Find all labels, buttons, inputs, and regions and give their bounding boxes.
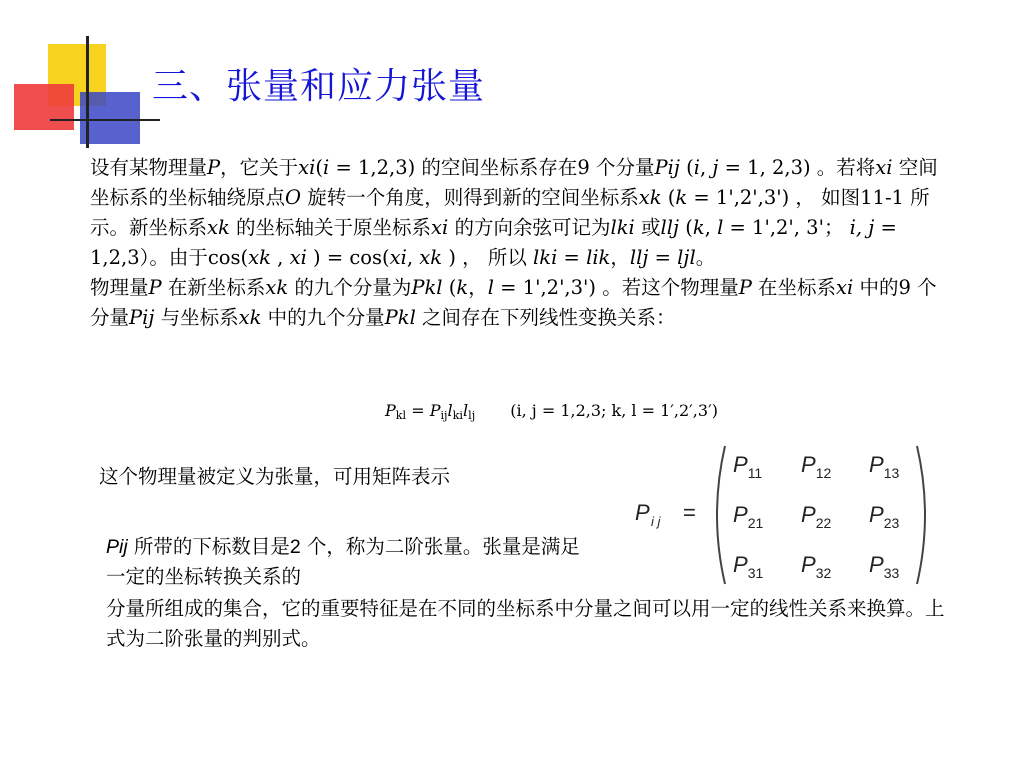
slide-title: 三、张量和应力张量	[152, 66, 486, 107]
paragraph-matrix-intro: 这个物理量被定义为张量，可用矩阵表示	[99, 465, 451, 488]
decoration-red-square	[14, 84, 74, 130]
decoration-horizontal-line	[50, 119, 160, 121]
matrix-lhs: P	[635, 500, 650, 525]
matrix-cell: $P_{13}$	[869, 452, 900, 481]
matrix-cell: $P_{12}$	[801, 452, 832, 481]
decoration-vertical-line	[86, 36, 89, 148]
matrix-eq: =	[683, 500, 696, 525]
paragraph-definition: 设有某物理量P，它关于xi(i = 1,2,3) 的空间坐标系存在9 个分量Pij (i, j = 1, 2,3) 。若将xi 空间坐标系的坐标轴绕原点O 旋转一个角度，则得到新的空间坐标系xk (k = 1',2',3') ， 如图11-1 所示。新坐标系xk 的坐标轴关于原坐标系xi 的方向余弦可记为lki 或llj (k, l = 1',2', 3'； i, j = 1,2,3）。由于cos(xk , xi ) = cos(xi, xk ) ， 所以 lki = lik，llj = ljl。 物理量P 在新坐标系xk 的九个分量为Pkl (k，l = 1',2',3') 。若这个物理量P 在坐标系xi 中的9 个分量Pij 与坐标系xk 中的九个分量Pkl 之间存在下列线性变换关系：	[90, 156, 938, 329]
matrix-left-bracket	[717, 446, 725, 584]
matrix-cell: $P_{21}$	[733, 502, 764, 531]
matrix-cell: $P_{31}$	[733, 552, 764, 581]
paragraph-second-order-a: Pij 所带的下标数目是2 个，称为二阶张量。张量是满足一定的坐标转换关系的	[106, 535, 580, 588]
matrix-cell: $P_{23}$	[869, 502, 900, 531]
transformation-equation: $P_{kl} = P_{ij}l_{ki}l_{lj}$ (i, j = 1,2,3; k, l = 1′,2′,3′)	[385, 401, 718, 422]
matrix-right-bracket	[917, 446, 925, 584]
matrix-cell: $P_{11}$	[733, 452, 763, 481]
paragraph-second-order-b: 分量所组成的集合，它的重要特征是在不同的坐标系中分量之间可以用一定的线性关系来换算。上式为二阶张量的判别式。	[106, 597, 945, 650]
matrix-cell: $P_{33}$	[869, 552, 900, 581]
matrix-cell: $P_{32}$	[801, 552, 832, 581]
tensor-matrix	[635, 440, 935, 590]
matrix-cell: $P_{22}$	[801, 502, 832, 531]
matrix-lhs-sub: i j	[651, 514, 661, 529]
decoration-blue-square	[80, 92, 140, 144]
